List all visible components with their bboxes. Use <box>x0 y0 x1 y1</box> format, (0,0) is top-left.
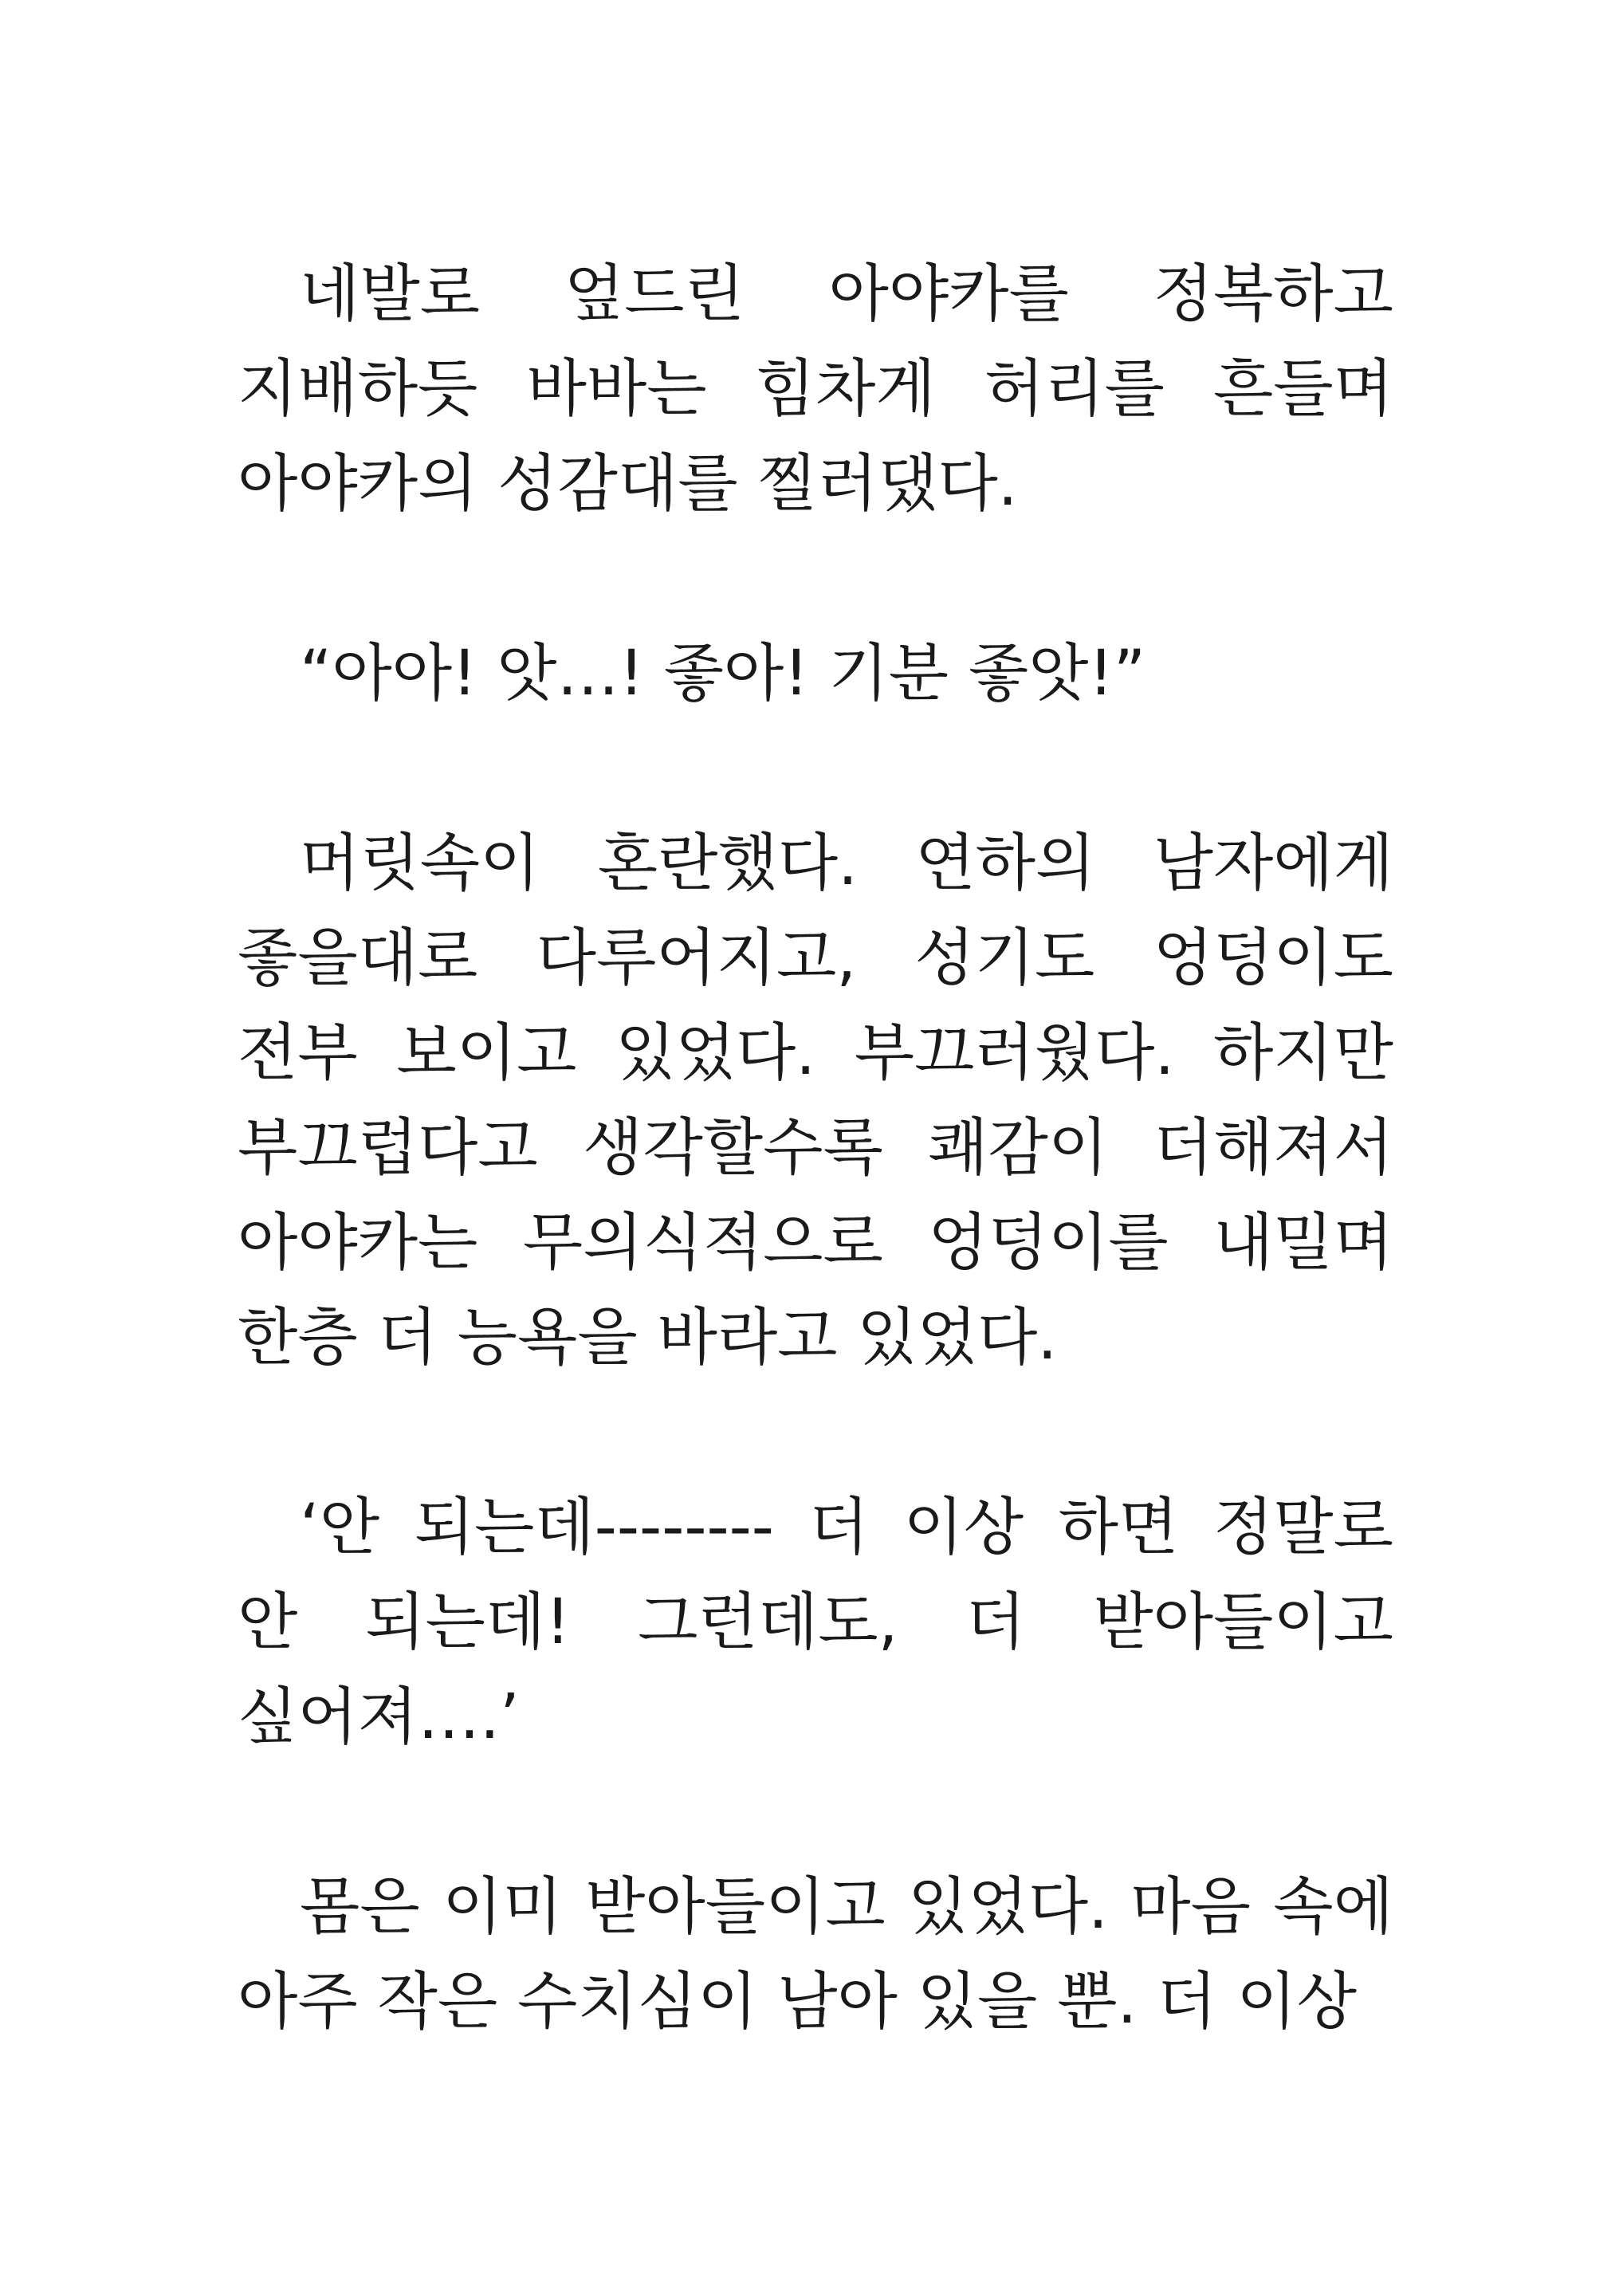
paragraph-2: “아아! 앗…! 좋아! 기분 좋앗!” <box>300 638 1146 710</box>
paragraph-1: 네발로 엎드린 아야카를 정복하고 지배하듯 바바는 힘차게 허리를 흔들며 아야카의 성감대를 찔러댔다. <box>238 258 1393 520</box>
paragraph-4: ‘안 되는데-------- 더 이상 하면 정말로 안 되는데! 그런데도, 더 받아들이고 싶어져….’ <box>238 1492 1393 1753</box>
paragraph-3: 머릿속이 혼란했다. 연하의 남자에게 좋을대로 다루어지고, 성기도 엉덩이도 전부 보이고 있었다. 부끄러웠다. 하지만 부끄럽다고 생각할수록 쾌감이 더해져서 아야카는 무의식적으로 엉덩이를 내밀며 한층 더 능욕을 바라고 있었다. <box>238 828 1393 1374</box>
body-text <box>238 247 1393 2050</box>
paragraph-5: 몸은 이미 받아들이고 있었다. 마음 속에 아주 작은 수치심이 남아 있을 뿐. 더 이상 <box>238 1871 1393 2038</box>
